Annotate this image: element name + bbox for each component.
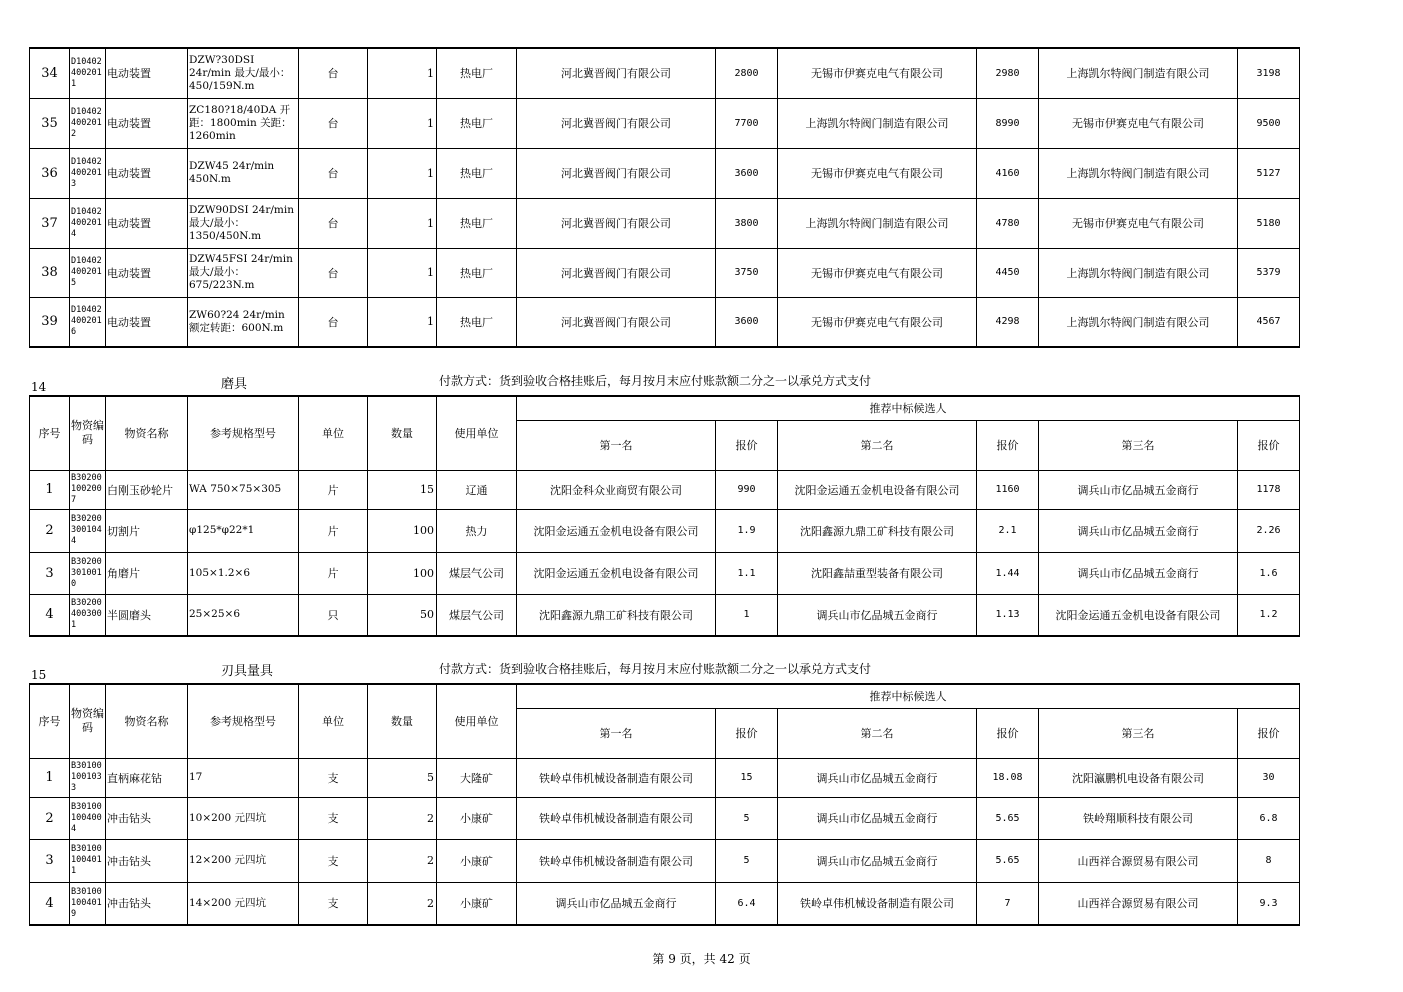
row-first-price: 3800 xyxy=(716,198,778,248)
row-seq: 1 xyxy=(30,470,70,509)
table-abrasives xyxy=(29,395,1300,637)
row-user: 热电厂 xyxy=(437,198,517,248)
table-row xyxy=(30,48,1300,98)
row-third-candidate: 无锡市伊赛克电气有限公司 xyxy=(1039,198,1238,248)
row-first-price: 1.9 xyxy=(716,509,778,552)
row-qty: 1 xyxy=(368,98,437,148)
row-second-price: 18.08 xyxy=(977,758,1039,797)
row-second-price: 7 xyxy=(977,882,1039,925)
header-qty: 数量 xyxy=(368,684,437,758)
header-candidates: 推荐中标候选人 xyxy=(517,396,1300,420)
row-user: 热电厂 xyxy=(437,98,517,148)
row-unit: 片 xyxy=(299,509,368,552)
table-row xyxy=(30,297,1300,347)
row-first-price: 1.1 xyxy=(716,552,778,594)
row-first-candidate: 沈阳鑫源九鼎工矿科技有限公司 xyxy=(517,594,716,636)
row-third-price: 9500 xyxy=(1238,98,1300,148)
row-spec: 10×200 元四坑 xyxy=(188,797,299,839)
row-seq: 35 xyxy=(30,98,70,148)
row-user: 小康矿 xyxy=(437,882,517,925)
row-first-candidate: 铁岭卓伟机械设备制造有限公司 xyxy=(517,797,716,839)
row-unit: 台 xyxy=(299,198,368,248)
row-code: D104024002013 xyxy=(70,148,106,198)
row-unit: 台 xyxy=(299,48,368,98)
row-qty: 1 xyxy=(368,48,437,98)
header-seq: 序号 xyxy=(30,684,70,758)
row-third-price: 3198 xyxy=(1238,48,1300,98)
row-spec: φ125*φ22*1 xyxy=(188,509,299,552)
row-third-price: 5180 xyxy=(1238,198,1300,248)
row-third-candidate: 上海凯尔特阀门制造有限公司 xyxy=(1039,148,1238,198)
row-qty: 2 xyxy=(368,797,437,839)
header-user: 使用单位 xyxy=(437,684,517,758)
row-second-price: 2.1 xyxy=(977,509,1039,552)
row-third-price: 4567 xyxy=(1238,297,1300,347)
payment-terms: 付款方式：货到验收合格挂账后，每月按月末应付账款额二分之一以承兑方式支付 xyxy=(439,374,872,388)
row-third-price: 9.3 xyxy=(1238,882,1300,925)
table-row xyxy=(30,797,1300,839)
row-first-price: 3750 xyxy=(716,248,778,297)
row-first-candidate: 河北冀晋阀门有限公司 xyxy=(517,297,716,347)
row-third-candidate: 沈阳金运通五金机电设备有限公司 xyxy=(1039,594,1238,636)
row-user: 煤层气公司 xyxy=(437,594,517,636)
row-second-price: 1.13 xyxy=(977,594,1039,636)
row-unit: 支 xyxy=(299,797,368,839)
row-first-price: 6.4 xyxy=(716,882,778,925)
row-seq: 34 xyxy=(30,48,70,98)
row-third-candidate: 调兵山市亿品城五金商行 xyxy=(1039,509,1238,552)
row-third-candidate: 沈阳瀛鹏机电设备有限公司 xyxy=(1039,758,1238,797)
row-name: 白刚玉砂轮片 xyxy=(106,470,188,509)
row-code: B302003001044 xyxy=(70,509,106,552)
row-qty: 100 xyxy=(368,552,437,594)
row-spec: 17 xyxy=(188,758,299,797)
row-spec: DZW45 24r/min 450N.m xyxy=(188,148,299,198)
row-second-price: 4298 xyxy=(977,297,1039,347)
row-first-candidate: 铁岭卓伟机械设备制造有限公司 xyxy=(517,839,716,882)
row-first-candidate: 调兵山市亿品城五金商行 xyxy=(517,882,716,925)
row-user: 小康矿 xyxy=(437,797,517,839)
row-second-candidate: 无锡市伊赛克电气有限公司 xyxy=(778,148,977,198)
header-spec: 参考规格型号 xyxy=(188,396,299,470)
row-code: D104024002014 xyxy=(70,198,106,248)
row-second-candidate: 调兵山市亿品城五金商行 xyxy=(778,839,977,882)
row-third-price: 2.26 xyxy=(1238,509,1300,552)
row-code: B302003010010 xyxy=(70,552,106,594)
row-seq: 2 xyxy=(30,509,70,552)
table-row xyxy=(30,198,1300,248)
row-first-candidate: 河北冀晋阀门有限公司 xyxy=(517,248,716,297)
row-unit: 台 xyxy=(299,248,368,297)
table-row xyxy=(30,98,1300,148)
row-seq: 38 xyxy=(30,248,70,297)
row-unit: 台 xyxy=(299,98,368,148)
section-category: 磨具 xyxy=(221,377,248,392)
row-seq: 37 xyxy=(30,198,70,248)
row-spec: ZW60?24 24r/min 额定转距：600N.m xyxy=(188,297,299,347)
row-third-price: 1.6 xyxy=(1238,552,1300,594)
row-seq: 4 xyxy=(30,594,70,636)
row-first-candidate: 沈阳金运通五金机电设备有限公司 xyxy=(517,552,716,594)
row-spec: 25×25×6 xyxy=(188,594,299,636)
header-code: 物资编码 xyxy=(70,684,106,758)
table-row xyxy=(30,552,1300,594)
table-row xyxy=(30,758,1300,797)
row-qty: 1 xyxy=(368,248,437,297)
header-third: 第三名 xyxy=(1039,708,1238,758)
header-qty: 数量 xyxy=(368,396,437,470)
header-third: 第三名 xyxy=(1039,420,1238,470)
row-spec: ZC180?18/40DA 开距：1800min 关距：1260min xyxy=(188,98,299,148)
row-name: 电动装置 xyxy=(106,48,188,98)
row-qty: 2 xyxy=(368,839,437,882)
row-name: 电动装置 xyxy=(106,148,188,198)
row-seq: 3 xyxy=(30,552,70,594)
row-second-price: 4780 xyxy=(977,198,1039,248)
row-user: 热力 xyxy=(437,509,517,552)
section-number: 15 xyxy=(31,668,47,682)
row-code: B301001004004 xyxy=(70,797,106,839)
row-code: D104024002016 xyxy=(70,297,106,347)
table-row xyxy=(30,470,1300,509)
row-first-candidate: 铁岭卓伟机械设备制造有限公司 xyxy=(517,758,716,797)
row-spec: WA 750×75×305 xyxy=(188,470,299,509)
header-candidates: 推荐中标候选人 xyxy=(517,684,1300,708)
row-third-candidate: 铁岭翔顺科技有限公司 xyxy=(1039,797,1238,839)
row-seq: 3 xyxy=(30,839,70,882)
row-seq: 36 xyxy=(30,148,70,198)
row-first-candidate: 河北冀晋阀门有限公司 xyxy=(517,148,716,198)
row-first-price: 990 xyxy=(716,470,778,509)
header-user: 使用单位 xyxy=(437,396,517,470)
row-name: 冲击钻头 xyxy=(106,882,188,925)
header-first: 第一名 xyxy=(517,708,716,758)
row-code: B301001001033 xyxy=(70,758,106,797)
row-third-price: 1178 xyxy=(1238,470,1300,509)
row-seq: 4 xyxy=(30,882,70,925)
row-user: 热电厂 xyxy=(437,248,517,297)
row-qty: 5 xyxy=(368,758,437,797)
row-spec: 12×200 元四坑 xyxy=(188,839,299,882)
row-qty: 1 xyxy=(368,148,437,198)
row-second-price: 4160 xyxy=(977,148,1039,198)
row-third-candidate: 上海凯尔特阀门制造有限公司 xyxy=(1039,48,1238,98)
row-qty: 15 xyxy=(368,470,437,509)
row-qty: 1 xyxy=(368,297,437,347)
row-spec: DZW90DSI 24r/min 最大/最小：1350/450N.m xyxy=(188,198,299,248)
row-first-price: 15 xyxy=(716,758,778,797)
row-name: 电动装置 xyxy=(106,98,188,148)
row-second-price: 1.44 xyxy=(977,552,1039,594)
row-second-candidate: 无锡市伊赛克电气有限公司 xyxy=(778,48,977,98)
header-price: 报价 xyxy=(1238,420,1300,470)
row-third-candidate: 调兵山市亿品城五金商行 xyxy=(1039,470,1238,509)
header-price: 报价 xyxy=(716,420,778,470)
header-name: 物资名称 xyxy=(106,396,188,470)
row-third-price: 5127 xyxy=(1238,148,1300,198)
row-qty: 100 xyxy=(368,509,437,552)
row-third-candidate: 调兵山市亿品城五金商行 xyxy=(1039,552,1238,594)
row-second-candidate: 沈阳鑫源九鼎工矿科技有限公司 xyxy=(778,509,977,552)
header-unit: 单位 xyxy=(299,396,368,470)
row-unit: 支 xyxy=(299,839,368,882)
row-unit: 只 xyxy=(299,594,368,636)
row-code: B302004003001 xyxy=(70,594,106,636)
header-spec: 参考规格型号 xyxy=(188,684,299,758)
row-code: D104024002011 xyxy=(70,48,106,98)
row-unit: 支 xyxy=(299,882,368,925)
header-second: 第二名 xyxy=(778,708,977,758)
header-price: 报价 xyxy=(1238,708,1300,758)
row-unit: 片 xyxy=(299,470,368,509)
row-first-candidate: 沈阳金科众业商贸有限公司 xyxy=(517,470,716,509)
row-unit: 支 xyxy=(299,758,368,797)
table-row xyxy=(30,248,1300,297)
row-name: 电动装置 xyxy=(106,198,188,248)
row-second-candidate: 沈阳金运通五金机电设备有限公司 xyxy=(778,470,977,509)
row-spec: 14×200 元四坑 xyxy=(188,882,299,925)
row-user: 煤层气公司 xyxy=(437,552,517,594)
row-code: B301001004011 xyxy=(70,839,106,882)
row-qty: 50 xyxy=(368,594,437,636)
row-second-candidate: 无锡市伊赛克电气有限公司 xyxy=(778,297,977,347)
row-third-candidate: 上海凯尔特阀门制造有限公司 xyxy=(1039,248,1238,297)
row-first-price: 5 xyxy=(716,797,778,839)
table-row xyxy=(30,839,1300,882)
page-number: 第 9 页，共 42 页 xyxy=(652,952,751,966)
row-first-candidate: 沈阳金运通五金机电设备有限公司 xyxy=(517,509,716,552)
row-second-candidate: 无锡市伊赛克电气有限公司 xyxy=(778,248,977,297)
row-user: 小康矿 xyxy=(437,839,517,882)
row-first-price: 7700 xyxy=(716,98,778,148)
row-first-price: 1 xyxy=(716,594,778,636)
row-seq: 1 xyxy=(30,758,70,797)
row-second-candidate: 调兵山市亿品城五金商行 xyxy=(778,594,977,636)
header-code: 物资编码 xyxy=(70,396,106,470)
header-price: 报价 xyxy=(977,420,1039,470)
row-unit: 片 xyxy=(299,552,368,594)
row-user: 大隆矿 xyxy=(437,758,517,797)
row-spec: DZW?30DSI 24r/min 最大/最小：450/159N.m xyxy=(188,48,299,98)
row-name: 电动装置 xyxy=(106,297,188,347)
row-second-candidate: 上海凯尔特阀门制造有限公司 xyxy=(778,98,977,148)
section-category: 刃具量具 xyxy=(221,664,274,679)
header-price: 报价 xyxy=(977,708,1039,758)
row-second-price: 1160 xyxy=(977,470,1039,509)
row-spec: 105×1.2×6 xyxy=(188,552,299,594)
row-code: B302001002007 xyxy=(70,470,106,509)
table-cutting-tools xyxy=(29,683,1300,926)
header-seq: 序号 xyxy=(30,396,70,470)
row-code: D104024002015 xyxy=(70,248,106,297)
section-number: 14 xyxy=(31,380,47,394)
header-first: 第一名 xyxy=(517,420,716,470)
row-qty: 1 xyxy=(368,198,437,248)
table-electric-actuators xyxy=(29,47,1300,348)
table-row xyxy=(30,882,1300,925)
row-code: B301001004019 xyxy=(70,882,106,925)
header-price: 报价 xyxy=(716,708,778,758)
table-row xyxy=(30,509,1300,552)
row-qty: 2 xyxy=(368,882,437,925)
row-user: 热电厂 xyxy=(437,297,517,347)
row-name: 切割片 xyxy=(106,509,188,552)
row-second-candidate: 铁岭卓伟机械设备制造有限公司 xyxy=(778,882,977,925)
row-spec: DZW45FSI 24r/min 最大/最小：675/223N.m xyxy=(188,248,299,297)
row-first-price: 5 xyxy=(716,839,778,882)
row-second-price: 5.65 xyxy=(977,797,1039,839)
row-third-candidate: 山西祥合源贸易有限公司 xyxy=(1039,839,1238,882)
row-second-price: 2980 xyxy=(977,48,1039,98)
row-user: 热电厂 xyxy=(437,148,517,198)
header-name: 物资名称 xyxy=(106,684,188,758)
table-row xyxy=(30,148,1300,198)
table-row xyxy=(30,594,1300,636)
row-third-candidate: 山西祥合源贸易有限公司 xyxy=(1039,882,1238,925)
row-third-price: 1.2 xyxy=(1238,594,1300,636)
header-unit: 单位 xyxy=(299,684,368,758)
row-name: 电动装置 xyxy=(106,248,188,297)
row-third-candidate: 无锡市伊赛克电气有限公司 xyxy=(1039,98,1238,148)
row-first-candidate: 河北冀晋阀门有限公司 xyxy=(517,198,716,248)
row-unit: 台 xyxy=(299,297,368,347)
header-second: 第二名 xyxy=(778,420,977,470)
row-third-candidate: 上海凯尔特阀门制造有限公司 xyxy=(1039,297,1238,347)
row-user: 热电厂 xyxy=(437,48,517,98)
row-name: 冲击钻头 xyxy=(106,839,188,882)
row-unit: 台 xyxy=(299,148,368,198)
row-first-candidate: 河北冀晋阀门有限公司 xyxy=(517,48,716,98)
row-second-candidate: 上海凯尔特阀门制造有限公司 xyxy=(778,198,977,248)
row-second-price: 8990 xyxy=(977,98,1039,148)
row-second-candidate: 沈阳鑫喆重型装备有限公司 xyxy=(778,552,977,594)
row-seq: 39 xyxy=(30,297,70,347)
payment-terms: 付款方式：货到验收合格挂账后，每月按月末应付账款额二分之一以承兑方式支付 xyxy=(439,662,872,676)
row-second-price: 4450 xyxy=(977,248,1039,297)
row-first-price: 3600 xyxy=(716,148,778,198)
row-name: 冲击钻头 xyxy=(106,797,188,839)
row-first-candidate: 河北冀晋阀门有限公司 xyxy=(517,98,716,148)
row-third-price: 5379 xyxy=(1238,248,1300,297)
row-second-price: 5.65 xyxy=(977,839,1039,882)
row-third-price: 6.8 xyxy=(1238,797,1300,839)
row-name: 直柄麻花钻 xyxy=(106,758,188,797)
row-user: 辽通 xyxy=(437,470,517,509)
row-second-candidate: 调兵山市亿品城五金商行 xyxy=(778,758,977,797)
row-second-candidate: 调兵山市亿品城五金商行 xyxy=(778,797,977,839)
row-first-price: 3600 xyxy=(716,297,778,347)
row-code: D104024002012 xyxy=(70,98,106,148)
row-third-price: 30 xyxy=(1238,758,1300,797)
row-third-price: 8 xyxy=(1238,839,1300,882)
row-first-price: 2800 xyxy=(716,48,778,98)
row-seq: 2 xyxy=(30,797,70,839)
row-name: 角磨片 xyxy=(106,552,188,594)
row-name: 半圆磨头 xyxy=(106,594,188,636)
